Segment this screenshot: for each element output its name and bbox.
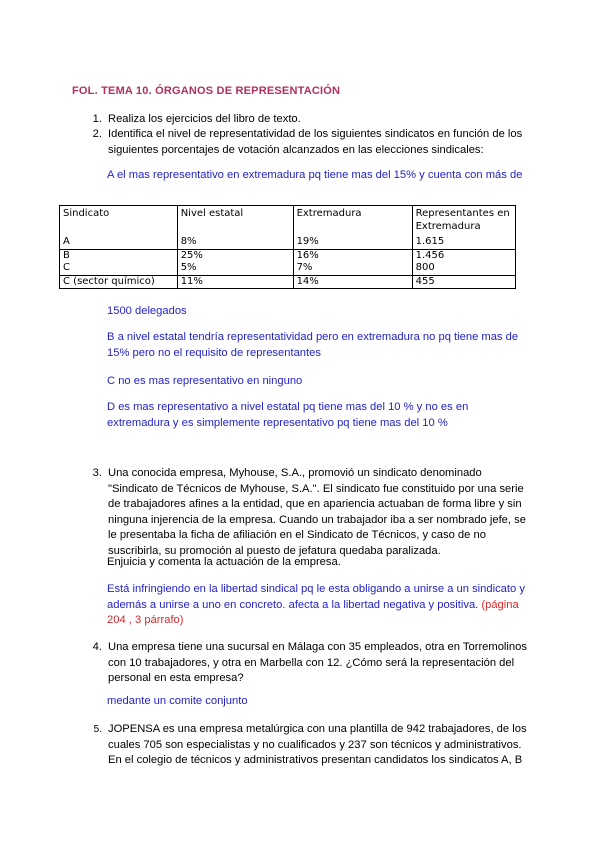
table-cell: C: [60, 262, 178, 275]
header-cell: Extremadura: [293, 206, 412, 237]
representation-table: [59, 205, 516, 289]
table-cell: 25%: [177, 249, 293, 262]
table-cell: 1.615: [412, 236, 515, 249]
table-cell: 800: [412, 262, 515, 275]
answer-q4: medante un comite conjunto: [107, 695, 248, 707]
table-row: [60, 275, 516, 289]
document-title: FOL. TEMA 10. ÓRGANOS DE REPRESENTACIÓN: [72, 85, 341, 97]
table-cell: B: [60, 249, 178, 262]
header-cell: Representantes en Extremadura: [412, 206, 515, 237]
header-cell: Sindicato: [60, 206, 178, 237]
table-row: [60, 262, 516, 275]
item-number: 2.: [92, 128, 102, 140]
item-text: JOPENSA es una empresa metalúrgica con una plantilla de 942 trabajadores, de los cuales 705 son especialistas y no cualificados y 237 son técnicos y administrativos. En el colegio de técnicos y administrativos presentan candidatos los sindicatos A, B: [108, 723, 527, 767]
table-cell: 16%: [293, 249, 412, 262]
answer-b: B a nivel estatal tendría representatividad pero en extremadura no pq tiene mas de 15% pero no el requisito de representantes: [107, 331, 519, 359]
answer-q3-text: Está infringiendo en la libertad sindical pq le esta obligando a unirse a un sindicato y además a unirse a uno en concreto. afecta a la libertad negativa y positiva.: [107, 583, 525, 611]
answer-d: D es mas representativo a nivel estatal pq tiene mas del 10 % y no es en extremadura y es simplemente representativo pq tiene mas del 10 %: [107, 401, 469, 429]
table-cell: C (sector químico): [60, 275, 178, 289]
table-cell: 5%: [177, 262, 293, 275]
item-3-instruction: Enjuicia y comenta la actuación de la empresa.: [107, 556, 341, 568]
item-number: 4.: [92, 641, 102, 653]
table-cell: 19%: [293, 236, 412, 249]
table-cell: 455: [412, 275, 515, 289]
table-row: [60, 236, 516, 249]
header-cell: Nivel estatal: [177, 206, 293, 237]
item-text: Realiza los ejercicios del libro de texto.: [108, 113, 301, 125]
answer-q3-reference: (página 204 , 3 párrafo): [107, 598, 519, 627]
item-number: 1.: [92, 113, 102, 125]
table-cell: 7%: [293, 262, 412, 275]
item-text: Una conocida empresa, Myhouse, S.A., promovió un sindicato denominado "Sindicato de Técnicos de Myhouse, S.A.". El sindicato fue constituido por una serie de trabajadores afines a la entidad, que en apariencia actuaban de forma libre y sin ninguna injerencia de la empresa. Cuando un trabajador iba a ser nombrado jefe, se le presentaba la ficha de afiliación en el Sindicato de Técnicos, y caso de no suscribirla, su promoción al puesto de jefatura quedaba paralizada.: [108, 467, 526, 557]
table-cell: 8%: [177, 236, 293, 249]
table-cell: 14%: [293, 275, 412, 289]
item-text: Una empresa tiene una sucursal en Málaga con 35 empleados, otra en Torremolinos con 10 trabajadores, y otra en Marbella con 12. ¿Cómo será la representación del personal en esta empresa?: [108, 641, 527, 685]
table-row: [60, 249, 516, 262]
table-header-row: [60, 206, 516, 237]
table-cell: A: [60, 236, 178, 249]
table-cell: 11%: [177, 275, 293, 289]
item-number: 3.: [92, 467, 102, 479]
answer-q3: [107, 582, 532, 629]
table-cell: 1.456: [412, 249, 515, 262]
item-number: 5.: [93, 724, 102, 735]
answer-c: C no es mas representativo en ninguno: [107, 375, 303, 387]
answer-a-line2: 1500 delegados: [107, 305, 187, 317]
item-text: Identifica el nivel de representatividad de los siguientes sindicatos en función de los siguientes porcentajes de votación alcanzados en las elecciones sindicales:: [108, 128, 523, 156]
answer-a-line1: A el mas representativo en extremadura pq tiene mas del 15% y cuenta con más de: [107, 169, 523, 181]
